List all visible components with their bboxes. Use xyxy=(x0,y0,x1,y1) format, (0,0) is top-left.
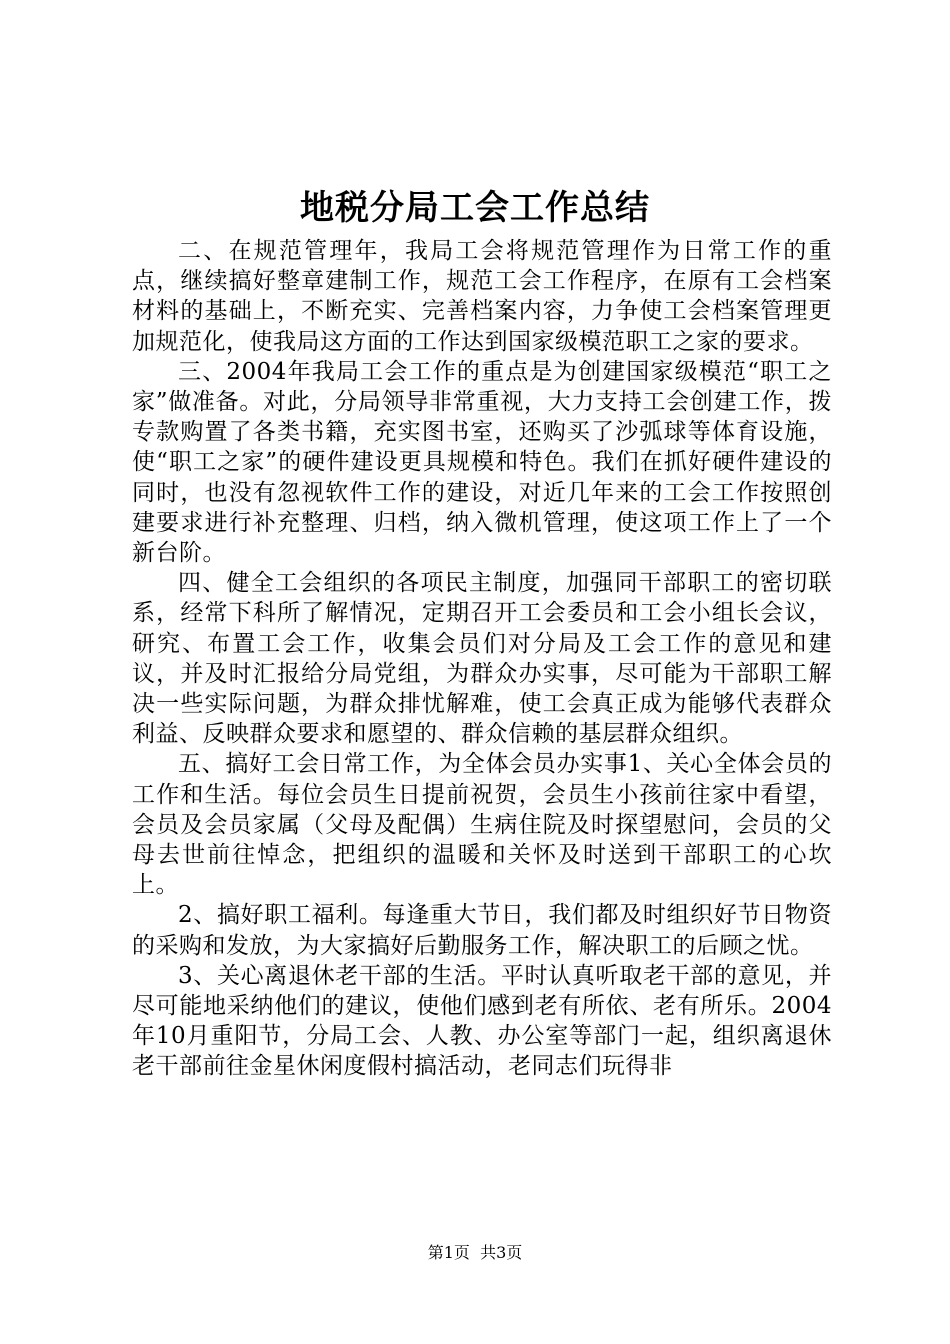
page-number: 第1页 共3页 xyxy=(427,1243,523,1262)
paragraph-democratic-system: 四、健全工会组织的各项民主制度，加强同干部职工的密切联系，经常下科所了解情况，定期召开工会委员和工会小组长会议，研究、布置工会工作，收集会员们对分局及工会工作的意见和建议，并及时汇报给分局党组，为群众办实事，尽可能为干部职工解决一些实际问题，为群众排忧解难，使工会真正成为能够代表群众利益、反映群众要求和愿望的、群众信赖的基层群众组织。 xyxy=(132,570,832,748)
page-footer xyxy=(0,1242,950,1264)
paragraph-workers-home: 三、2004年我局工会工作的重点是为创建国家级模范“职工之家”做准备。对此，分局领导非常重视，大力支持工会创建工作，拨专款购置了各类书籍，充实图书室，还购买了沙弧球等体育设施，使“职工之家”的硬件建设更具规模和特色。我们在抓好硬件建设的同时，也没有忽视软件工作的建设，对近几年来的工会工作按照创建要求进行补充整理、归档，纳入微机管理，使这项工作上了一个新台阶。 xyxy=(132,358,832,567)
paragraph-daily-work: 五、搞好工会日常工作，为全体会员办实事1、关心全体会员的工作和生活。每位会员生日提前祝贺，会员生小孩前往家中看望，会员及会员家属（父母及配偶）生病住院及时探望慰问，会员的父母去世前往悼念，把组织的温暖和关怀及时送到干部职工的心坎上。 xyxy=(132,751,832,899)
paragraph-retirees: 3、关心离退休老干部的生活。平时认真听取老干部的意见，并尽可能地采纳他们的建议，使他们感到老有所依、老有所乐。2004年10月重阳节，分局工会、人教、办公室等部门一起，组织离退休老干部前往金星休闲度假村搞活动，老同志们玩得非 xyxy=(132,962,832,1080)
document-body xyxy=(132,236,832,1082)
document-title: 地税分局工会工作总结 xyxy=(300,188,650,228)
paragraph-welfare: 2、搞好职工福利。每逢重大节日，我们都及时组织好节日物资的采购和发放，为大家搞好后勤服务工作，解决职工的后顾之忧。 xyxy=(132,902,832,959)
paragraph-regulation: 二、在规范管理年，我局工会将规范管理作为日常工作的重点，继续搞好整章建制工作，规范工会工作程序，在原有工会档案材料的基础上，不断充实、完善档案内容，力争使工会档案管理更加规范化，使我局这方面的工作达到国家级模范职工之家的要求。 xyxy=(132,238,832,355)
